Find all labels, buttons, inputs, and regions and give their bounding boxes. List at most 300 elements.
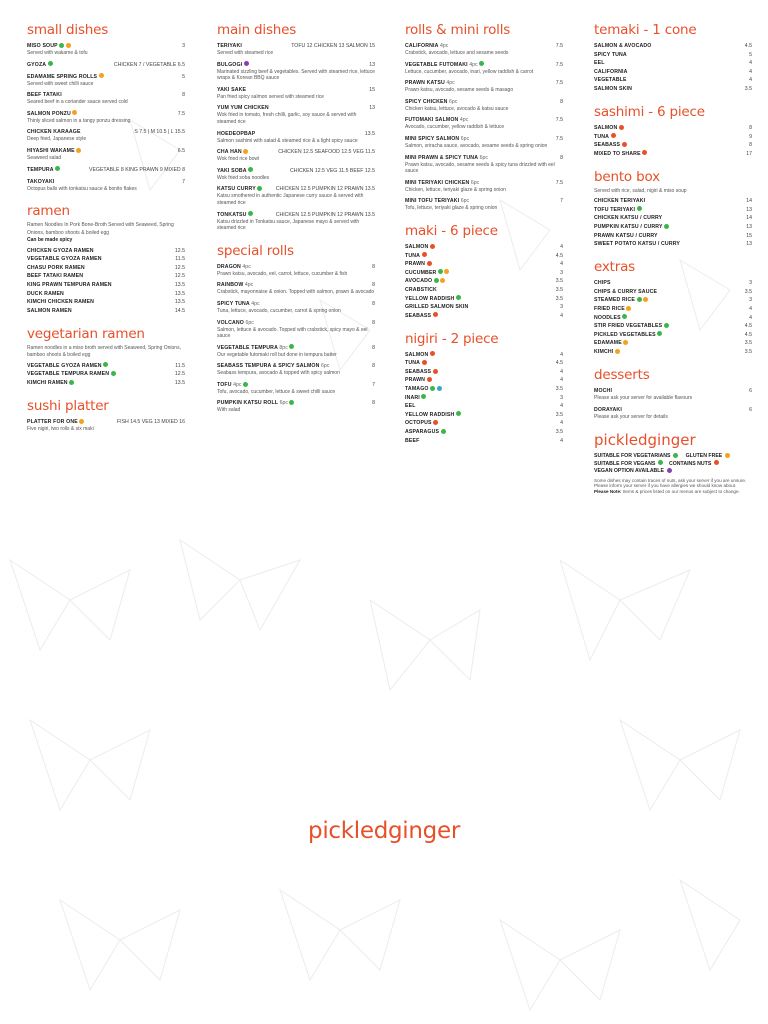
menu-item <box>217 186 375 206</box>
menu-item <box>405 155 563 175</box>
menu-item-header <box>217 282 253 289</box>
menu-item-name: PLATTER FOR ONE <box>27 419 78 425</box>
menu-item-header <box>217 186 262 193</box>
menu-item-description: Pan fried spicy salmon served with steamed rice <box>217 93 324 100</box>
menu-item-name: SALMON <box>405 243 429 250</box>
section-description-text: Ramen noodles in a miso broth served with Seaweed, Spring Onions, bamboo shoots & boiled egg <box>27 344 181 359</box>
menu-item-header <box>27 62 53 69</box>
menu-item-header <box>594 289 657 296</box>
menu-section <box>405 331 563 445</box>
menu-item-price: 3 <box>182 43 185 49</box>
menu-item-header <box>594 224 669 231</box>
menu-item-row <box>217 186 375 193</box>
menu-item-row <box>405 43 563 50</box>
menu-item-description: Lettuce, cucumber, avocado, inari, yellow raddish & carrot <box>405 68 534 75</box>
menu-item-row <box>217 301 375 308</box>
section-title: rolls & mini rolls <box>405 22 511 38</box>
menu-section <box>594 104 752 158</box>
menu-item-qty: 6pc <box>479 154 488 161</box>
menu-item-price: 3.5 <box>744 288 752 295</box>
menu-item-row <box>594 52 752 59</box>
menu-item-row <box>405 386 563 393</box>
vegetarian-icon <box>430 386 435 391</box>
fish-icon <box>437 386 442 391</box>
menu-item-price: 4 <box>560 261 563 268</box>
menu-item-description: Served with wakame & tofu <box>27 50 88 56</box>
menu-item-name: YELLOW RADDISH <box>405 411 455 418</box>
menu-item-row <box>405 296 563 303</box>
menu-item-qty: 6pc <box>470 179 480 186</box>
gluten-free-icon <box>444 269 449 274</box>
menu-item-description: With salad <box>217 407 241 414</box>
menu-item-header <box>405 377 432 384</box>
menu-item <box>594 86 752 93</box>
vegetarian-icon <box>434 278 439 283</box>
menu-item-header <box>405 43 448 50</box>
menu-item-row <box>405 313 563 320</box>
menu-item-header <box>594 349 620 356</box>
menu-item-row <box>27 273 185 280</box>
menu-section <box>217 243 375 414</box>
menu-item-description: Crabstick, mayonnaise & onion. Topped with salmon, prawn & avocado <box>217 289 375 296</box>
menu-item-row <box>405 412 563 419</box>
menu-item-name: TUNA <box>405 360 421 367</box>
menu-item-row <box>405 304 563 311</box>
menu-item-qty: 4pc <box>459 117 469 124</box>
menu-item-qty: 4pc <box>233 381 242 388</box>
menu-item <box>27 371 185 378</box>
menu-item-price: 12.5 <box>174 264 185 271</box>
menu-item <box>405 412 563 419</box>
menu-item-row <box>27 167 185 174</box>
vegetarian-icon <box>289 344 294 349</box>
menu-item-header <box>217 87 246 94</box>
menu-item-row <box>405 369 563 376</box>
menu-item-description: Salmon sashimi with salad & steamed rice & a light spicy sauce <box>217 137 358 144</box>
menu-item <box>405 438 563 445</box>
menu-item-price: 3.5 <box>555 411 563 418</box>
menu-item-price: 6.5 <box>177 147 185 154</box>
menu-item-price: 7 <box>560 198 563 205</box>
menu-section <box>405 22 563 212</box>
menu-item-header <box>594 280 611 287</box>
legend-vegetarian: SUITABLE FOR VEGETARIANS <box>594 453 671 460</box>
menu-item-row <box>594 332 752 339</box>
menu-item-price: 7.5 <box>555 179 563 186</box>
menu-item <box>217 345 375 359</box>
menu-item-description: Wok fried soba noodles <box>217 174 270 181</box>
menu-item-price: 6 <box>749 387 752 394</box>
menu-item <box>217 62 375 82</box>
menu-item-header <box>217 149 248 156</box>
menu-item-header <box>594 315 627 322</box>
menu-item-row <box>594 323 752 330</box>
menu-item-price: 4.5 <box>555 360 563 367</box>
menu-item <box>594 241 752 248</box>
menu-item-name: SEABASS <box>594 142 621 149</box>
menu-item-header <box>594 69 628 76</box>
menu-item-name: KING PRAWN TEMPURA RAMEN <box>27 282 112 289</box>
menu-item-header <box>405 155 488 162</box>
menu-item-price: 13 <box>746 241 752 248</box>
gluten-free-icon <box>99 73 104 78</box>
menu-item-name: STIR FRIED VEGETABLES <box>594 323 663 330</box>
menu-item-row <box>217 168 375 175</box>
vegetarian-icon <box>421 394 426 399</box>
menu-item-qty: 6pc <box>245 319 254 326</box>
menu-item-name: VEGETABLE GYOZA RAMEN <box>27 362 102 369</box>
menu-item-header <box>405 296 461 303</box>
menu-item-header <box>405 352 435 359</box>
menu-item <box>594 233 752 240</box>
menu-item-row <box>405 278 563 285</box>
menu-item-row <box>594 306 752 313</box>
menu-item-price: 8 <box>749 124 752 131</box>
menu-item-name: PRAWN KATSU <box>405 80 445 87</box>
menu-item-options: CHICKEN 12.5 PUMPKIN 12 PRAWN 13.5 <box>275 186 375 193</box>
menu-item-name: CUCUMBER <box>405 269 437 276</box>
menu-item-row <box>217 345 375 352</box>
menu-item <box>217 320 375 340</box>
menu-item-header <box>405 438 419 445</box>
menu-item-name: EEL <box>405 403 416 410</box>
menu-item-description: Wok fried rice bowl <box>217 156 260 163</box>
menu-item <box>27 129 185 143</box>
menu-section <box>27 398 185 433</box>
menu-item-header <box>27 419 84 426</box>
menu-item-price: 3 <box>749 297 752 304</box>
menu-item-description: Octopus balls with tonkatsu sauce & bonito flakes <box>27 185 137 192</box>
menu-item-price: 4 <box>749 77 752 84</box>
menu-item <box>27 308 185 315</box>
menu-item-header <box>405 80 455 87</box>
menu-item-name: CALIFORNIA <box>594 68 628 75</box>
menu-item-name: SPICY TUNA <box>217 300 250 307</box>
menu-item <box>27 282 185 289</box>
menu-item-price: 6 <box>749 406 752 413</box>
menu-item-header <box>217 131 255 138</box>
menu-item-name: PRAWN <box>405 261 426 268</box>
menu-item-description: Avocado, cucumber, yellow raddish & lettuce <box>405 124 505 131</box>
menu-item-name: PRAWN <box>405 377 426 384</box>
menu-item-price: 7 <box>372 381 375 388</box>
menu-item-name: CHIPS & CURRY SAUCE <box>594 288 658 295</box>
menu-item-price: 8 <box>372 400 375 407</box>
legend-vegan: SUITABLE FOR VEGANS <box>594 460 656 467</box>
menu-item-row <box>594 224 752 231</box>
menu-item-row <box>27 129 185 136</box>
menu-item-price: 4 <box>560 437 563 444</box>
menu-item-name: DUCK RAMEN <box>27 290 64 297</box>
menu-item-name: SALMON <box>405 351 429 358</box>
vegetarian-icon <box>103 362 108 367</box>
menu-item-row <box>27 308 185 315</box>
menu-item-name: EEL <box>594 60 605 67</box>
menu-item-row <box>405 270 563 277</box>
vegetarian-icon <box>441 429 446 434</box>
menu-item <box>217 105 375 125</box>
menu-item <box>27 179 185 193</box>
menu-item-header <box>594 86 632 93</box>
menu-column-4 <box>594 22 752 505</box>
section-description <box>594 188 752 196</box>
menu-column-3 <box>405 22 563 456</box>
menu-item-header <box>405 429 446 436</box>
menu-item-description: Prawn katsu, avocado, sesame seeds & masago <box>405 87 514 94</box>
vegetarian-icon <box>289 400 294 405</box>
section-title: sashimi - 6 piece <box>594 103 705 120</box>
menu-item-price: 4.5 <box>744 323 752 330</box>
menu-item-header <box>594 388 612 395</box>
menu-item-name: MIXED TO SHARE <box>594 150 641 157</box>
menu-item-row <box>594 151 752 158</box>
menu-item-header <box>405 403 416 410</box>
menu-item <box>217 212 375 232</box>
vegetarian-icon <box>664 224 669 229</box>
legend-row-2 <box>594 461 752 469</box>
menu-item-header <box>405 313 438 320</box>
menu-item-description: Our vegetable futomaki roll but done in tempura batter <box>217 351 337 358</box>
menu-item-row <box>27 380 185 387</box>
menu-item-row <box>405 180 563 187</box>
menu-item-name: PICKLED VEGETABLES <box>594 331 656 338</box>
menu-item-price: 8 <box>560 154 563 161</box>
gluten-free-icon <box>66 43 71 48</box>
menu-item-header <box>405 253 427 260</box>
menu-item <box>594 207 752 214</box>
vegetarian-icon <box>248 211 253 216</box>
nuts-icon <box>422 360 427 365</box>
menu-item-row <box>594 297 752 304</box>
menu-item <box>405 43 563 57</box>
menu-item-name: CHICKEN KATSU / CURRY <box>594 215 663 222</box>
menu-item-qty: 4pc <box>439 43 449 49</box>
menu-item-row <box>27 74 185 81</box>
gluten-free-icon <box>623 340 628 345</box>
menu-item-name: TONKATSU <box>217 211 247 218</box>
menu-item <box>405 304 563 311</box>
menu-item-options: CHICKEN 7 / VEGETABLE 6.5 <box>113 61 185 68</box>
menu-item-header <box>405 62 484 69</box>
menu-item-header <box>27 265 85 272</box>
menu-item-header <box>217 301 260 308</box>
menu-item-name: CHA HAN <box>217 149 242 156</box>
menu-item <box>405 261 563 268</box>
vegetarian-icon <box>48 61 53 66</box>
menu-item <box>27 62 185 69</box>
nuts-icon <box>611 133 616 138</box>
section-title: ramen <box>27 203 70 220</box>
menu-item-row <box>27 282 185 289</box>
nuts-icon <box>430 351 435 356</box>
menu-item <box>594 134 752 141</box>
section-description-bold: Can be made spicy <box>27 237 73 244</box>
menu-item-price: 4 <box>749 314 752 321</box>
menu-item-header <box>27 74 104 81</box>
menu-item-name: TOFU <box>217 381 232 388</box>
gluten-free-icon <box>615 349 620 354</box>
menu-item <box>217 131 375 145</box>
menu-item-price: 12.5 <box>174 247 185 254</box>
menu-item-price: 4 <box>560 351 563 358</box>
menu-item <box>27 248 185 255</box>
menu-item-price: 4 <box>560 377 563 384</box>
menu-item-row <box>27 62 185 69</box>
menu-item-header <box>405 287 437 294</box>
menu-item-price: 8 <box>749 142 752 149</box>
menu-item-description: Prawn katsu, avocado, sesame seeds & spicy tuna drizzled with eel sauce <box>405 161 555 175</box>
menu-item-name: MINI SPICY SALMON <box>405 135 460 142</box>
menu-section <box>594 367 752 420</box>
menu-item-description: Prawn katsu, avocado, eel, carrot, lettuce, cucumber & fish <box>217 270 348 277</box>
menu-item <box>405 270 563 277</box>
menu-item-name: GRILLED SALMON SKIN <box>405 304 469 311</box>
menu-item-header <box>594 77 627 84</box>
menu-item-price: 7.5 <box>555 43 563 49</box>
section-title: nigiri - 2 piece <box>405 330 499 347</box>
menu-item-name: ASPARAGUS <box>405 429 440 436</box>
menu-item-description: Please ask your server for available flavours <box>594 394 693 401</box>
menu-item <box>594 297 752 304</box>
menu-item-header <box>217 43 242 50</box>
menu-item-name: DORAYAKI <box>594 406 622 413</box>
menu-item-price: 8 <box>372 319 375 326</box>
menu-item-header <box>217 62 249 69</box>
menu-item-row <box>27 92 185 99</box>
menu-item-name: GYOZA <box>27 61 47 68</box>
menu-item-description: Seaweed salad <box>27 154 62 161</box>
section-title: special rolls <box>217 242 294 259</box>
menu-item-price: 3.5 <box>744 348 752 355</box>
menu-item-row <box>594 349 752 356</box>
menu-item-row <box>405 244 563 251</box>
menu-item <box>594 215 752 222</box>
menu-item-header <box>405 369 438 376</box>
menu-item-header <box>405 244 435 251</box>
menu-item <box>217 264 375 278</box>
menu-item-qty: 4pc <box>242 263 251 270</box>
menu-item <box>27 380 185 387</box>
menu-item-header <box>405 180 479 187</box>
menu-item-row <box>405 155 563 162</box>
menu-item-name: YAKI SAKE <box>217 86 247 93</box>
menu-item-name: CALIFORNIA <box>405 43 439 49</box>
vegetarian-icon <box>456 295 461 300</box>
menu-item <box>594 289 752 296</box>
menu-item-name: YUM YUM CHICKEN <box>217 105 269 112</box>
menu-item-price: 15 <box>369 86 375 93</box>
menu-item <box>27 265 185 272</box>
vegetarian-icon <box>664 323 669 328</box>
menu-item-price: 7.5 <box>555 80 563 87</box>
menu-section <box>217 22 375 232</box>
menu-item-header <box>217 345 294 352</box>
menu-item-header <box>27 111 77 118</box>
menu-item-name: HIYASHI WAKAME <box>27 147 75 154</box>
menu-item-row <box>27 265 185 272</box>
nuts-icon <box>619 125 624 130</box>
menu-item-name: RAINBOW <box>217 282 244 289</box>
menu-item-description: Seared beef in a coriander sauce served cold <box>27 99 128 106</box>
menu-item-header <box>594 340 628 347</box>
menu-item-name: VEGETABLE <box>594 77 627 84</box>
menu-item-name: DRAGON <box>217 263 241 270</box>
menu-item-header <box>27 248 94 255</box>
nuts-icon <box>622 142 627 147</box>
vegan-option-icon <box>244 61 249 66</box>
menu-item-name: FUTOMAKI SALMON <box>405 117 459 124</box>
menu-item-row <box>405 403 563 410</box>
legend-brand-title: pickledginger <box>594 431 696 450</box>
menu-item-price: 9 <box>749 133 752 140</box>
menu-item-price: 3 <box>560 304 563 311</box>
gluten-free-icon <box>725 453 730 458</box>
menu-item <box>594 388 752 402</box>
menu-item-header <box>27 380 74 387</box>
menu-item-name: BEEF <box>405 437 420 444</box>
menu-item-name: EDAMAME <box>594 340 622 347</box>
menu-item-name: PRAWN KATSU / CURRY <box>594 232 658 239</box>
menu-item-price: 8 <box>182 92 185 99</box>
vegetarian-icon <box>456 411 461 416</box>
menu-item-header <box>217 363 329 370</box>
menu-item-name: EDAMAME SPRING ROLLS <box>27 73 98 80</box>
menu-item-name: MISO SOUP <box>27 43 58 49</box>
menu-item <box>405 429 563 436</box>
menu-item-price: 3 <box>560 394 563 401</box>
menu-item-name: SALMON <box>594 124 618 131</box>
menu-item-row <box>594 198 752 205</box>
menu-item-header <box>217 105 269 112</box>
menu-item <box>594 43 752 50</box>
nuts-icon <box>433 369 438 374</box>
menu-item-price: 13.5 <box>174 282 185 289</box>
vegetarian-icon <box>257 186 262 191</box>
gluten-free-icon <box>76 148 81 153</box>
menu-item-price: 4 <box>749 306 752 312</box>
menu-item-name: HOEDEOPBAP <box>217 130 256 137</box>
menu-item-row <box>27 43 185 50</box>
menu-item-row <box>217 282 375 289</box>
menu-item <box>405 287 563 294</box>
menu-item-price: 13.5 <box>364 130 375 137</box>
menu-item <box>27 256 185 263</box>
menu-item-price: 8 <box>372 344 375 351</box>
menu-item-price: 8 <box>372 263 375 270</box>
menu-item-name: OCTOPUS <box>405 420 432 427</box>
menu-item-header <box>217 168 253 175</box>
note-bold: Please Note: <box>594 488 622 494</box>
menu-item-name: TAKOYAKI <box>27 178 55 185</box>
menu-item-header <box>27 167 60 174</box>
legend-row-1 <box>594 453 752 461</box>
nuts-icon <box>433 312 438 317</box>
vegetarian-icon <box>59 43 64 48</box>
menu-item-price: 4 <box>560 243 563 250</box>
nuts-icon <box>427 261 432 266</box>
menu-item-row <box>405 62 563 69</box>
legend <box>594 431 752 494</box>
menu-item-name: VEGETABLE GYOZA RAMEN <box>27 256 102 263</box>
menu-item-name: CHASU PORK RAMEN <box>27 264 85 271</box>
menu-item <box>217 301 375 315</box>
menu-item-row <box>594 315 752 322</box>
menu-item-header <box>27 43 71 50</box>
menu-item <box>27 299 185 306</box>
menu-item-price: 5 <box>749 51 752 58</box>
menu-item <box>594 349 752 356</box>
vegetarian-icon <box>438 269 443 274</box>
